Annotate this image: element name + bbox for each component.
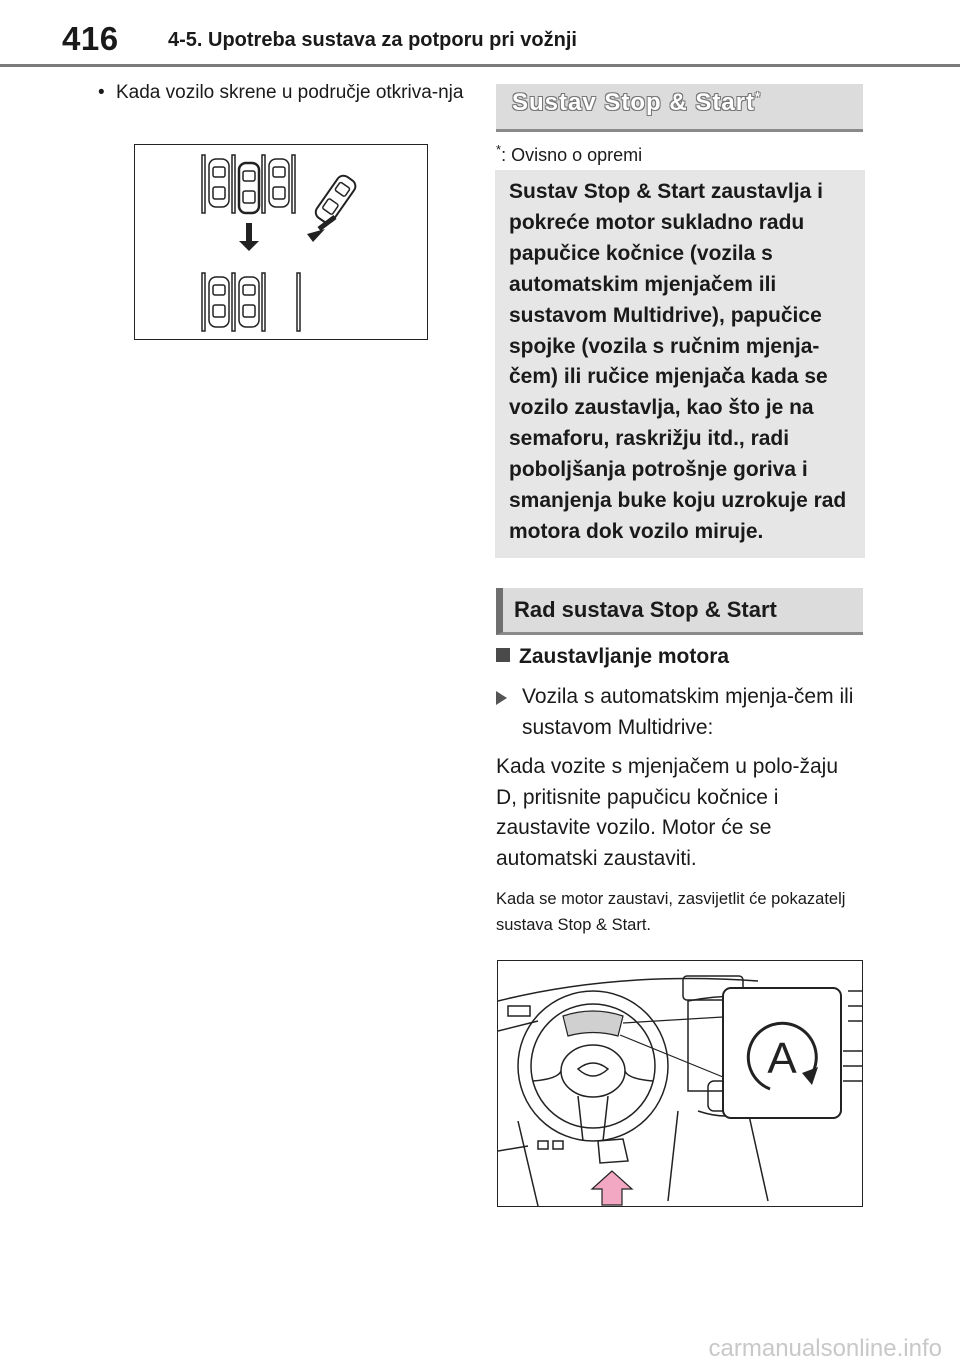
dashboard-figure: [497, 960, 863, 1207]
square-bullet-icon: [496, 648, 510, 662]
condition-item: [496, 681, 856, 743]
section-title-operation-text: Rad sustava Stop & Start: [514, 597, 777, 622]
indicator-letter: A: [767, 1034, 797, 1083]
page-number: 416: [62, 20, 119, 57]
bullet-item: [98, 82, 468, 104]
footnote-mark: *: [496, 142, 502, 157]
chapter-title: 4-5. Upotreba sustava za potporu pri vožnji: [168, 29, 577, 51]
page-header: [0, 0, 960, 66]
header-rule: [0, 64, 960, 67]
subheading: [496, 645, 729, 669]
intro-text: Sustav Stop & Start zaustavlja i pokreće motor sukladno radu papučice kočnice (vozila s automatskim mjenjačem ili sustavom Multidrive), papučice spojke (vozila s ručnim mjenja-čem) ili ručice mjenjača kada se vozilo zaustavlja, kao što je na semaforu, raskrižju itd., radi poboljšanja potrošnje goriva i smanjenja buke koju uzrokuje rad motora dok vozilo miruje.: [509, 180, 847, 543]
bullet-dot: •: [98, 82, 105, 103]
watermark: carmanualsonline.info: [708, 1335, 942, 1362]
dashboard-stop-start-indicator-illustration: [498, 961, 862, 1206]
section-title-operation: [496, 588, 863, 635]
bullet-text: Kada vozilo skrene u područje otkriva-nja: [116, 82, 464, 103]
triangle-bullet-icon: [496, 691, 507, 705]
body-paragraph: Kada vozite s mjenjačem u polo-žaju D, pritisnite papučicu kočnice i zaustavite vozilo. Motor će se automatski zaustaviti.: [496, 755, 839, 870]
section-title-stop-start: [496, 84, 863, 132]
parking-cars-illustration: [135, 145, 427, 339]
condition-text: Vozila s automatskim mjenja-čem ili sustavom Multidrive:: [522, 685, 854, 739]
footnote: [496, 142, 642, 166]
section-title-text: Sustav Stop & Start: [512, 89, 756, 116]
subheading-text: Zaustavljanje motora: [519, 645, 730, 668]
note-paragraph: Kada se motor zaustavi, zasvijetlit će pokazatelj sustava Stop & Start.: [496, 890, 846, 934]
intro-box: [495, 170, 865, 558]
footnote-text: : Ovisno o opremi: [501, 145, 643, 165]
title-asterisk: *: [755, 89, 762, 104]
parking-figure: [134, 144, 428, 340]
